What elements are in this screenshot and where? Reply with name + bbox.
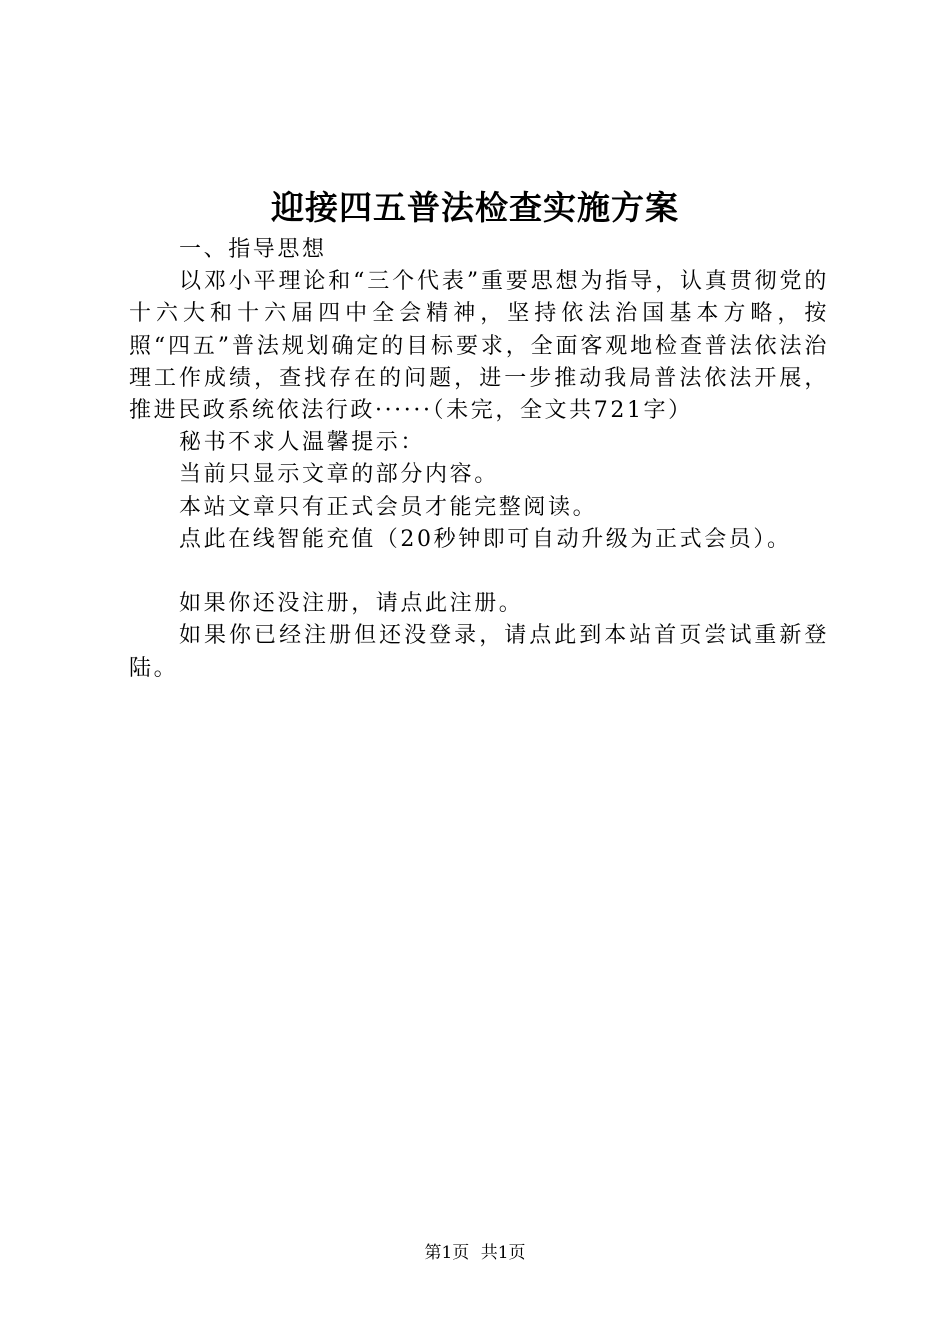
document-title: 迎接四五普法检查实施方案: [271, 188, 679, 227]
page-number-current: 第1页: [424, 1243, 470, 1263]
page-number-total: 共1页: [480, 1243, 526, 1263]
tip-members-only: 本站文章只有正式会员才能完整阅读。: [179, 494, 598, 520]
paragraph-spacer: [129, 556, 829, 588]
guiding-ideology-paragraph: 以邓小平理论和“三个代表”重要思想为指导，认真贯彻党的十六大和十六届四中全会精神，坚持依法治国基本方略，按照“四五”普法规划确定的目标要求，全面客观地检查普法依法治理工作成绩，查找存在的问题，进一步推动我局普法依法开展，推进民政系统依法行政······（未完，全文共721字）: [129, 269, 829, 424]
tip-heading: 秘书不求人温馨提示：: [179, 430, 426, 456]
recharge-link[interactable]: 点此在线智能充值（20秒钟即可自动升级为正式会员）。: [179, 526, 792, 552]
page-footer: [0, 1241, 950, 1265]
register-link[interactable]: 如果你还没注册，请点此注册。: [179, 591, 524, 617]
document-body: [129, 234, 829, 685]
login-link[interactable]: 如果你已经注册但还没登录，请点此到本站首页尝试重新登陆。: [129, 623, 829, 681]
tip-partial-content: 当前只显示文章的部分内容。: [179, 462, 499, 488]
section-heading: 一、指导思想: [179, 237, 327, 262]
